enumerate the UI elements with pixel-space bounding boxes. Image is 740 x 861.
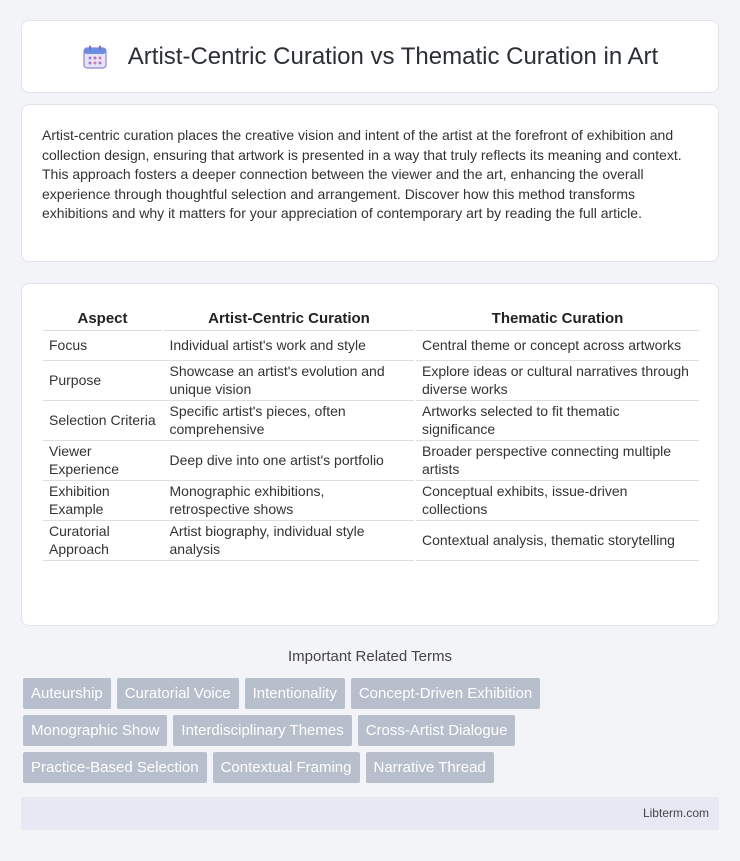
table-row: [43, 360, 699, 400]
footer-brand-link[interactable]: Libterm.com: [642, 806, 709, 820]
tag-concept-driven-exhibition[interactable]: Concept-Driven Exhibition: [351, 678, 540, 709]
table-cell-thematic: Explore ideas or cultural narratives through diverse works: [415, 360, 699, 400]
table-cell-aspect: Viewer Experience: [43, 440, 163, 480]
table-row: [43, 400, 699, 440]
table-cell-aspect: Curatorial Approach: [43, 520, 163, 560]
table-cell-thematic: Contextual analysis, thematic storytelling: [415, 520, 699, 560]
table-cell-thematic: Artworks selected to fit thematic significance: [415, 400, 699, 440]
comparison-table: [43, 304, 699, 561]
comparison-card: [21, 283, 719, 626]
table-row: [43, 480, 699, 520]
tag-practice-based-selection[interactable]: Practice-Based Selection: [23, 752, 207, 783]
table-cell-aspect: Selection Criteria: [43, 400, 163, 440]
tag-row: [23, 752, 723, 783]
header-card: [21, 20, 719, 93]
table-cell-artist-centric: Artist biography, individual style analysis: [163, 520, 415, 560]
table-cell-aspect: Purpose: [43, 360, 163, 400]
footer: [21, 797, 719, 830]
table-row: [43, 520, 699, 560]
table-cell-artist-centric: Showcase an artist's evolution and unique vision: [163, 360, 415, 400]
tag-auteurship[interactable]: Auteurship: [23, 678, 111, 709]
table-header-row: [43, 304, 699, 330]
intro-text: Artist-centric curation places the creative vision and intent of the artist at the forefront of exhibition and collection design, ensuring that artwork is presented in a way that truly reflects its meaning and context. This approach fosters a deeper connection between the viewer and the art, enhancing the overall experience through thoughtful selection and arrangement. Discover how this method transforms exhibitions and why it matters for your appreciation of contemporary art by reading the full article.: [42, 127, 682, 221]
table-cell-artist-centric: Specific artist's pieces, often comprehensive: [163, 400, 415, 440]
table-cell-artist-centric: Deep dive into one artist's portfolio: [163, 440, 415, 480]
column-header-thematic: Thematic Curation: [415, 304, 699, 330]
tag-contextual-framing[interactable]: Contextual Framing: [213, 752, 360, 783]
tag-row: [23, 678, 723, 709]
related-terms-title: Important Related Terms: [288, 648, 452, 665]
table-row: [43, 330, 699, 360]
table-cell-thematic: Central theme or concept across artworks: [415, 330, 699, 360]
table-cell-artist-centric: Individual artist's work and style: [163, 330, 415, 360]
tag-curatorial-voice[interactable]: Curatorial Voice: [117, 678, 239, 709]
page-title: Artist-Centric Curation vs Thematic Curation in Art: [127, 42, 659, 70]
tag-cross-artist-dialogue[interactable]: Cross-Artist Dialogue: [358, 715, 516, 746]
tag-interdisciplinary-themes[interactable]: Interdisciplinary Themes: [173, 715, 351, 746]
table-cell-aspect: Focus: [43, 330, 163, 360]
column-header-artist-centric: Artist-Centric Curation: [163, 304, 415, 330]
table-cell-aspect: Exhibition Example: [43, 480, 163, 520]
table-row: [43, 440, 699, 480]
tag-monographic-show[interactable]: Monographic Show: [23, 715, 167, 746]
calendar-grid-icon: [82, 44, 108, 70]
table-cell-artist-centric: Monographic exhibitions, retrospective shows: [163, 480, 415, 520]
table-cell-thematic: Conceptual exhibits, issue-driven collections: [415, 480, 699, 520]
table-cell-thematic: Broader perspective connecting multiple artists: [415, 440, 699, 480]
column-header-aspect: Aspect: [43, 304, 163, 330]
tag-intentionality[interactable]: Intentionality: [245, 678, 345, 709]
related-terms-list: [23, 678, 723, 789]
intro-card: [21, 104, 719, 262]
tag-narrative-thread[interactable]: Narrative Thread: [366, 752, 494, 783]
tag-row: [23, 715, 723, 746]
